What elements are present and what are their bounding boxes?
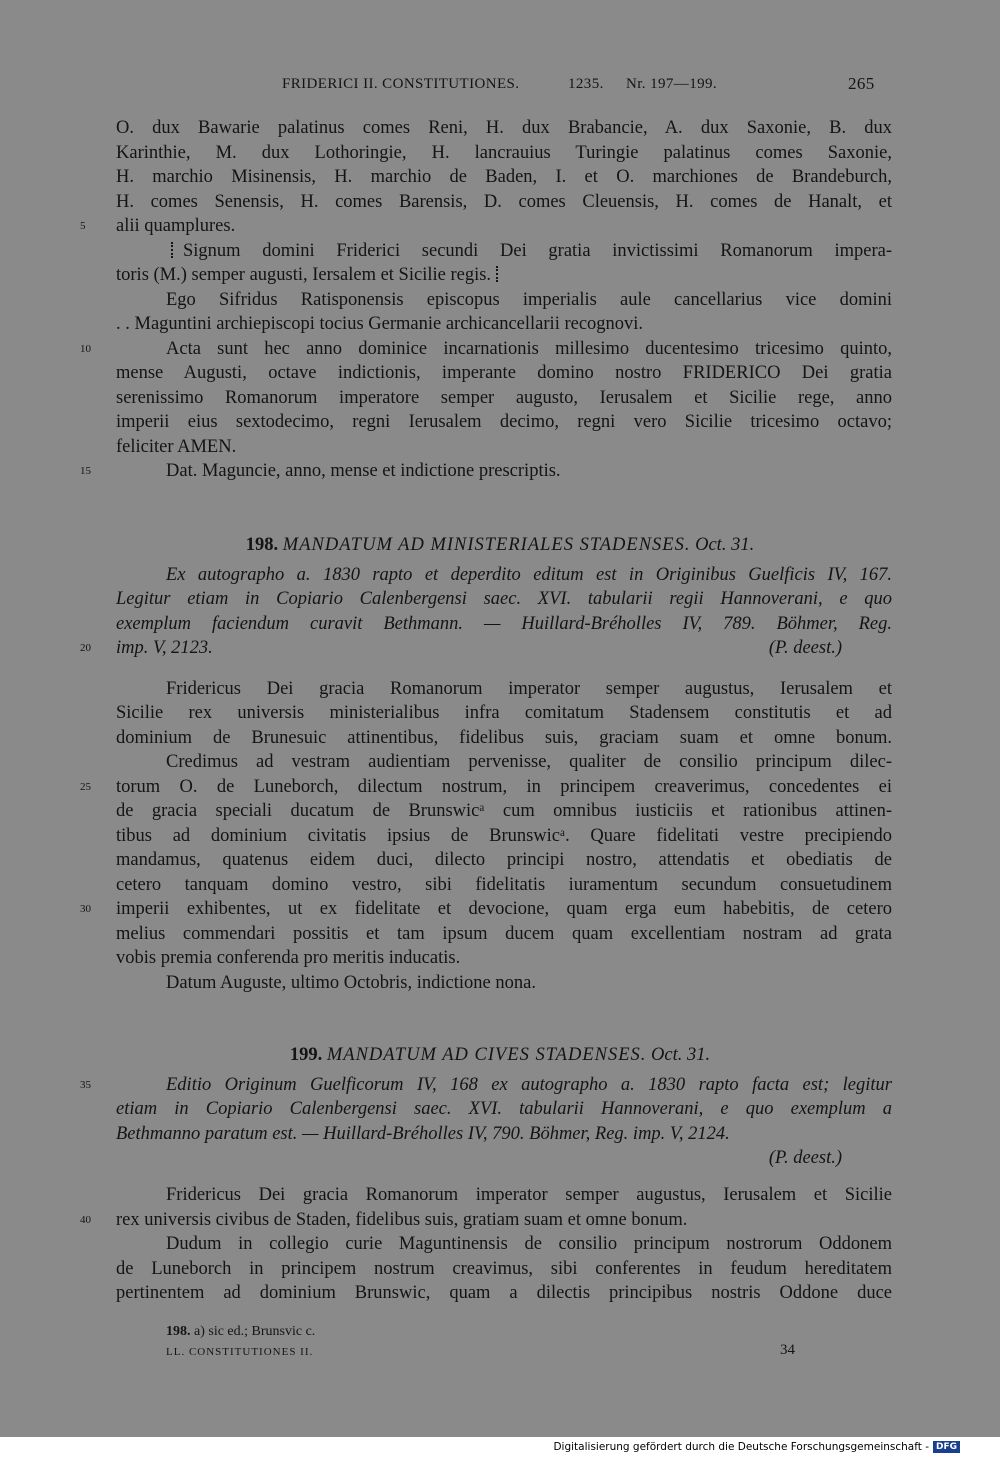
text-line: imperii eius sextodecimo, regni Ierusalem decimo, regni vero Sicilie tricesimo octavo; <box>116 412 892 432</box>
signum-text-end: toris (M.) semper augusti, Iersalem et Sicilie regis. <box>116 265 492 285</box>
text-line: Acta sunt hec anno dominice incarnationis millesimo ducentesimo tricesimo quinto, <box>166 339 892 359</box>
text-line: serenissimo Romanorum imperatore semper augusto, Ierusalem et Sicilie rege, anno <box>116 388 892 408</box>
text-line: feliciter AMEN. <box>116 437 237 457</box>
text-line: . . Maguntini archiepiscopi tocius Germanie archicancellarii recognovi. <box>116 314 644 334</box>
text-line: Sicilie rex universis ministerialibus infra comitatum Stadensem constitutis et ad <box>116 703 892 723</box>
running-year: 1235. <box>568 76 604 92</box>
monogram-cross-icon <box>171 242 178 258</box>
running-nr: Nr. 197—199. <box>626 76 718 92</box>
doc-title: MANDATUM AD CIVES STADENSES. <box>326 1045 647 1065</box>
text-line: O. dux Bawarie palatinus comes Reni, H. dux Brabancie, A. dux Saxonie, B. dux <box>116 118 892 138</box>
line-number: 10 <box>80 343 91 355</box>
line-number: 30 <box>80 903 91 915</box>
credit-text: Digitalisierung gefördert durch die Deutsche Forschungsgemeinschaft - <box>553 1441 929 1453</box>
text-line: rex universis civibus de Staden, fidelibus suis, gratiam suam et omne bonum. <box>116 1210 688 1230</box>
signum-line-end <box>116 263 892 288</box>
line-number: 35 <box>80 1079 91 1091</box>
text-line: Dat. Maguncie, anno, mense et indictione prescriptis. <box>166 461 561 481</box>
source-line: imp. V, 2123. <box>116 638 213 658</box>
monogram-cross-icon <box>496 266 503 282</box>
text-line: torum O. de Luneborch, dilectum nostrum, in principem creaverimus, concedentes ei <box>116 777 892 797</box>
text-line: imperii exhibentes, ut ex fidelitate et devocione, quam erga eum habebitis, de cetero <box>116 899 892 919</box>
page-number: 265 <box>848 74 875 93</box>
dfg-logo: DFG <box>933 1441 960 1453</box>
text-line: vobis premia conferenda pro meritis inducatis. <box>116 948 461 968</box>
line-number: 40 <box>80 1214 91 1226</box>
footnote-text: a) sic ed.; Brunsvic c. <box>194 1324 316 1339</box>
text-line: H. comes Senensis, H. comes Barensis, D. comes Cleuensis, H. comes de Hanalt, et <box>116 192 892 212</box>
footnote-number: 198. <box>166 1324 191 1339</box>
text-line: Dudum in collegio curie Maguntinensis de consilio principum nostrorum Oddonem <box>166 1234 892 1254</box>
source-line: Bethmanno paratum est. — Huillard-Bréholles IV, 790. Böhmer, Reg. imp. V, 2124. <box>116 1124 730 1144</box>
doc-heading <box>0 533 1000 558</box>
source-note: (P. deest.) <box>768 1148 842 1168</box>
source-note: (P. deest.) <box>768 638 842 658</box>
text-line: tibus ad dominium civitatis ipsius de Brunswicᵃ. Quare fidelitati vestre precipiendo <box>116 826 892 846</box>
text-line: Credimus ad vestram audientiam pervenisse, qualiter de consilio principum dilec- <box>166 752 892 772</box>
text-line: H. marchio Misinensis, H. marchio de Baden, I. et O. marchiones de Brandeburch, <box>116 167 892 187</box>
footer-signature: 34 <box>780 1342 795 1358</box>
text-line: alii quamplures. <box>116 216 236 236</box>
running-title: FRIDERICI II. CONSTITUTIONES. <box>282 76 520 92</box>
signum-line <box>166 239 892 264</box>
doc-number: 198. <box>245 535 279 555</box>
text-line: Karinthie, M. dux Lothoringie, H. lancrauius Turingie palatinus comes Saxonie, <box>116 143 892 163</box>
digitization-credit <box>553 1441 960 1453</box>
text-line: melius commendari possitis et tam ipsum ducem quam excellentiam nostram ad grata <box>116 924 892 944</box>
line-number: 15 <box>80 465 91 477</box>
doc-title: MANDATUM AD MINISTERIALES STADENSES. <box>282 535 691 555</box>
doc-heading <box>0 1043 1000 1068</box>
doc-date: Oct. 31. <box>651 1045 711 1065</box>
text-line: de Luneborch in principem nostrum creavimus, sibi conferentes in feudum hereditatem <box>116 1259 892 1279</box>
footnote <box>166 1324 315 1340</box>
doc-date: Oct. 31. <box>695 535 755 555</box>
text-line: Fridericus Dei gracia Romanorum imperator semper augustus, Ierusalem et Sicilie <box>166 1185 892 1205</box>
footer-series: LL. CONSTITUTIONES II. <box>166 1346 314 1358</box>
text-line: Fridericus Dei gracia Romanorum imperator semper augustus, Ierusalem et <box>166 679 892 699</box>
line-number: 20 <box>80 642 91 654</box>
text-line: Datum Auguste, ultimo Octobris, indictione nona. <box>166 973 536 993</box>
source-line: etiam in Copiario Calenbergensi saec. XVI. tabularii Hannoverani, e quo exemplum a <box>116 1099 892 1119</box>
text-line: de gracia speciali ducatum de Brunswicᵃ cum omnibus iusticiis et rationibus attinen- <box>116 801 892 821</box>
text-line: cetero tanquam domino vestro, sibi fidelitatis iuramentum secundum consuetudinem <box>116 875 892 895</box>
source-line: exemplum faciendum curavit Bethmann. — Huillard-Bréholles IV, 789. Böhmer, Reg. <box>116 614 892 634</box>
source-line-last <box>116 636 892 661</box>
signum-text: Signum domini Friderici secundi Dei gratia invictissimi Romanorum impera- <box>183 241 892 261</box>
text-line: dominium de Brunesuic attinentibus, fidelibus suis, graciam suam et omne bonum. <box>116 728 892 748</box>
source-line: Editio Originum Guelficorum IV, 168 ex autographo a. 1830 rapto facta est; legitur <box>166 1075 892 1095</box>
text-line: Ego Sifridus Ratisponensis episcopus imperialis aule cancellarius vice domini <box>166 290 892 310</box>
line-number: 25 <box>80 781 91 793</box>
text-line: mandamus, quatenus eidem duci, dilecto principi nostro, attendatis et obediatis de <box>116 850 892 870</box>
text-line: mense Augusti, octave indictionis, imperante domino nostro FRIDERICO Dei gratia <box>116 363 892 383</box>
line-number: 5 <box>80 220 86 232</box>
doc-number: 199. <box>289 1045 323 1065</box>
source-line: Legitur etiam in Copiario Calenbergensi saec. XVI. tabularii regii Hannoverani, e quo <box>116 589 892 609</box>
text-line: pertinentem ad dominium Brunswic, quam a dilectis principibus nostris Oddone duce <box>116 1283 892 1303</box>
source-line: Ex autographo a. 1830 rapto et deperdito editum est in Originibus Guelficis IV, 167. <box>166 565 892 585</box>
